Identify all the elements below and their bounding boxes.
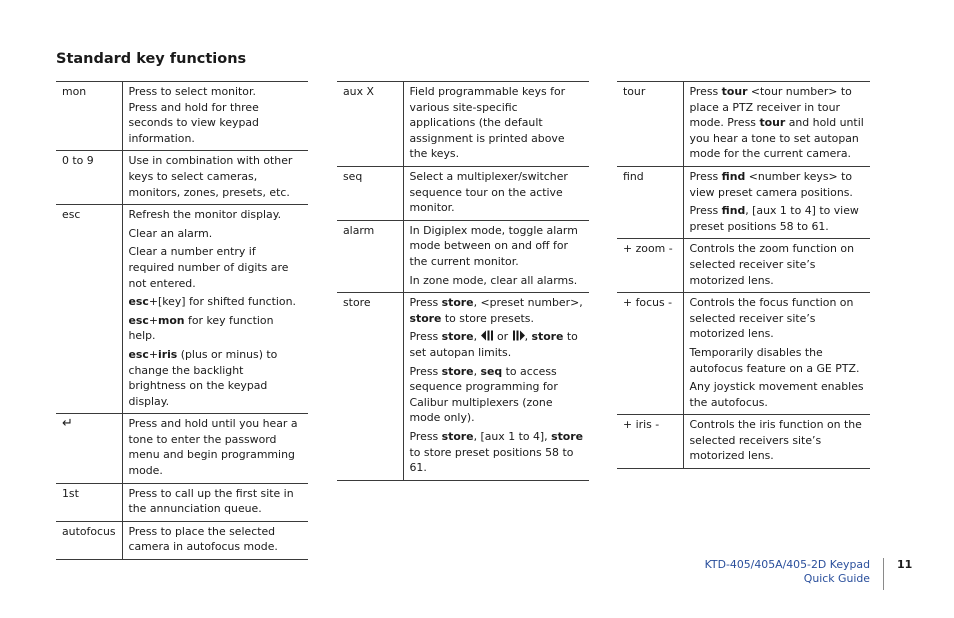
description-text: Controls the zoom function on selected receiver site’s motorized lens. bbox=[689, 242, 854, 287]
key-reference: store bbox=[441, 364, 474, 378]
description-text: Press to select monitor. bbox=[128, 85, 256, 98]
description-text: Temporarily disables the autofocus feature on a GE PTZ. bbox=[689, 345, 860, 375]
description-paragraph bbox=[410, 169, 585, 216]
description-text: Press and hold for three seconds to view keypad information. bbox=[128, 100, 259, 145]
key-row-esc bbox=[56, 205, 308, 414]
description-paragraph bbox=[410, 223, 585, 270]
key-table-column-2 bbox=[337, 81, 589, 481]
description-text: and hold until you hear a tone to set autopan mode for the current camera. bbox=[689, 116, 864, 161]
description-text: Clear an alarm. bbox=[128, 226, 213, 240]
description-paragraph bbox=[129, 416, 304, 478]
section-heading: Standard key functions bbox=[56, 51, 247, 67]
key-row-focus bbox=[617, 293, 870, 415]
key-reference: store bbox=[531, 330, 564, 344]
description-paragraph bbox=[690, 345, 866, 376]
description-paragraph bbox=[410, 84, 585, 162]
key-name: alarm bbox=[337, 220, 403, 292]
description-text: Press bbox=[689, 204, 722, 218]
description-text: Press bbox=[409, 364, 442, 378]
description-text: Press to place the selected camera in autofocus mode. bbox=[128, 524, 278, 554]
description-text: Any joystick movement enables the autofocus. bbox=[689, 380, 864, 409]
description-paragraph bbox=[690, 295, 866, 342]
key-table-1 bbox=[56, 81, 308, 560]
description-text: In zone mode, clear all alarms. bbox=[409, 273, 578, 287]
fast-forward-icon bbox=[512, 330, 525, 346]
description-paragraph bbox=[690, 241, 866, 288]
key-row-zoom bbox=[617, 239, 870, 293]
description-paragraph bbox=[690, 84, 866, 162]
key-reference: store bbox=[441, 330, 474, 344]
description-paragraph bbox=[410, 295, 585, 326]
key-description bbox=[122, 82, 308, 151]
key-row-0-to-9 bbox=[56, 151, 308, 205]
description-paragraph bbox=[690, 203, 866, 234]
description-text: Clear a number entry if required number of digits are not entered. bbox=[128, 245, 289, 290]
key-table-3 bbox=[617, 81, 870, 469]
description-text: , [aux 1 to 4] to view preset positions 58 to 61. bbox=[689, 204, 859, 233]
key-row-mon bbox=[56, 82, 308, 151]
description-text: <tour number> to place a PTZ receiver in tour mode. Press bbox=[689, 85, 852, 130]
description-text: + bbox=[148, 313, 158, 327]
key-name: esc bbox=[56, 205, 122, 414]
key-description bbox=[122, 483, 308, 521]
description-text: for key function help. bbox=[128, 313, 274, 343]
key-row-aux-x bbox=[337, 82, 589, 167]
description-paragraph bbox=[129, 244, 304, 291]
key-name: + iris - bbox=[617, 415, 683, 469]
description-paragraph bbox=[129, 84, 304, 100]
description-text: Press bbox=[409, 430, 442, 444]
key-description bbox=[683, 166, 870, 238]
description-text: Controls the iris function on the selected receivers site’s motorized lens. bbox=[689, 418, 862, 463]
description-paragraph bbox=[410, 364, 585, 426]
key-name: + zoom - bbox=[617, 239, 683, 293]
key-reference: find bbox=[721, 169, 746, 183]
key-reference: tour bbox=[721, 85, 748, 98]
description-text: Press bbox=[409, 296, 442, 310]
key-table-2 bbox=[337, 81, 589, 481]
key-table-column-1 bbox=[56, 81, 308, 560]
key-description bbox=[683, 82, 870, 167]
key-description bbox=[403, 166, 589, 220]
key-description bbox=[683, 415, 870, 469]
key-row-alarm bbox=[337, 220, 589, 292]
description-text: (plus or minus) to change the backlight brightness on the keypad display. bbox=[128, 347, 278, 408]
description-text: Field programmable keys for various site-specific applications (the default assignment is printed above the keys. bbox=[409, 85, 566, 161]
key-description bbox=[403, 82, 589, 167]
key-description bbox=[683, 293, 870, 415]
key-name: tour bbox=[617, 82, 683, 167]
description-paragraph bbox=[129, 524, 304, 555]
description-text: Press bbox=[689, 169, 722, 183]
key-description bbox=[122, 414, 308, 483]
description-text: In Digiplex mode, toggle alarm mode between on and off for the current monitor. bbox=[409, 223, 578, 268]
key-reference: esc bbox=[128, 347, 149, 361]
description-text: or bbox=[493, 330, 512, 344]
description-text: + bbox=[148, 347, 158, 361]
description-text: +[key] for shifted function. bbox=[148, 295, 296, 309]
key-row-iris bbox=[617, 415, 870, 469]
description-text: , <preset number>, bbox=[473, 296, 583, 310]
key-reference: store bbox=[441, 430, 474, 444]
key-row-find bbox=[617, 166, 870, 238]
key-description bbox=[122, 205, 308, 414]
description-text: to store preset positions 58 to 61. bbox=[409, 445, 574, 475]
key-row-store bbox=[337, 293, 589, 481]
description-paragraph bbox=[690, 417, 866, 464]
key-reference: store bbox=[441, 296, 474, 310]
key-reference: iris bbox=[157, 347, 178, 361]
description-text: , [aux 1 to 4], bbox=[473, 430, 552, 444]
key-reference: find bbox=[721, 204, 746, 218]
key-reference: esc bbox=[128, 295, 149, 309]
description-paragraph bbox=[129, 226, 304, 242]
description-paragraph bbox=[129, 207, 304, 223]
key-reference: mon bbox=[157, 313, 185, 327]
key-name: store bbox=[337, 293, 403, 481]
description-paragraph bbox=[129, 313, 304, 344]
description-text: Press bbox=[689, 85, 722, 98]
description-paragraph bbox=[129, 153, 304, 200]
key-description bbox=[683, 239, 870, 293]
description-text: , bbox=[473, 330, 481, 344]
key-description bbox=[403, 293, 589, 481]
key-reference: tour bbox=[759, 116, 786, 130]
description-text: , bbox=[473, 364, 481, 378]
key-name: + focus - bbox=[617, 293, 683, 415]
key-row-tour bbox=[617, 82, 870, 167]
description-text: Use in combination with other keys to select cameras, monitors, zones, presets, etc. bbox=[128, 154, 293, 199]
description-text: to access sequence programming for Calibur multiplexers (zone mode only). bbox=[409, 364, 558, 425]
key-description bbox=[122, 151, 308, 205]
description-text: Press bbox=[409, 330, 442, 344]
footer-title-line-1: KTD-405/405A/405-2D Keypad bbox=[704, 558, 870, 571]
description-text: <number keys> to view preset camera positions. bbox=[689, 169, 853, 199]
rewind-icon bbox=[481, 330, 494, 346]
description-text: Refresh the monitor display. bbox=[128, 208, 282, 222]
description-paragraph bbox=[690, 169, 866, 200]
key-name: 0 to 9 bbox=[56, 151, 122, 205]
description-text: to set autopan limits. bbox=[409, 330, 578, 360]
description-text: Select a multiplexer/switcher sequence tour on the active monitor. bbox=[409, 169, 568, 215]
key-name: mon bbox=[56, 82, 122, 151]
footer-title-line-2: Quick Guide bbox=[803, 571, 870, 585]
key-name: autofocus bbox=[56, 521, 122, 559]
footer-divider bbox=[883, 558, 884, 590]
key-row-enter bbox=[56, 414, 308, 483]
description-text: Controls the focus function on selected receiver site’s motorized lens. bbox=[689, 296, 854, 341]
key-row-autofocus bbox=[56, 521, 308, 559]
footer-guide-title bbox=[705, 558, 870, 585]
description-paragraph bbox=[690, 379, 866, 410]
description-paragraph bbox=[129, 294, 304, 310]
description-paragraph bbox=[410, 429, 585, 476]
key-table-column-3 bbox=[617, 81, 870, 469]
key-reference: esc bbox=[128, 313, 149, 327]
key-name: find bbox=[617, 166, 683, 238]
description-paragraph bbox=[129, 347, 304, 409]
description-paragraph bbox=[129, 486, 304, 517]
description-text: to store presets. bbox=[441, 311, 534, 325]
description-paragraph bbox=[410, 273, 585, 289]
page-number: 11 bbox=[897, 558, 913, 571]
description-paragraph bbox=[129, 100, 304, 147]
description-paragraph bbox=[410, 329, 585, 360]
key-description bbox=[403, 220, 589, 292]
key-row-seq bbox=[337, 166, 589, 220]
key-description bbox=[122, 521, 308, 559]
description-text: , bbox=[524, 330, 532, 344]
key-name: 1st bbox=[56, 483, 122, 521]
key-name: aux X bbox=[337, 82, 403, 167]
key-name: seq bbox=[337, 166, 403, 220]
description-text: Press and hold until you hear a tone to enter the password menu and begin programming mode. bbox=[128, 417, 298, 478]
enter-arrow-icon: ↵ bbox=[56, 414, 122, 483]
key-reference: store bbox=[551, 430, 584, 444]
key-reference: seq bbox=[480, 364, 503, 378]
key-row-1st bbox=[56, 483, 308, 521]
key-reference: store bbox=[409, 311, 442, 325]
description-text: Press to call up the first site in the annunciation queue. bbox=[128, 486, 294, 516]
